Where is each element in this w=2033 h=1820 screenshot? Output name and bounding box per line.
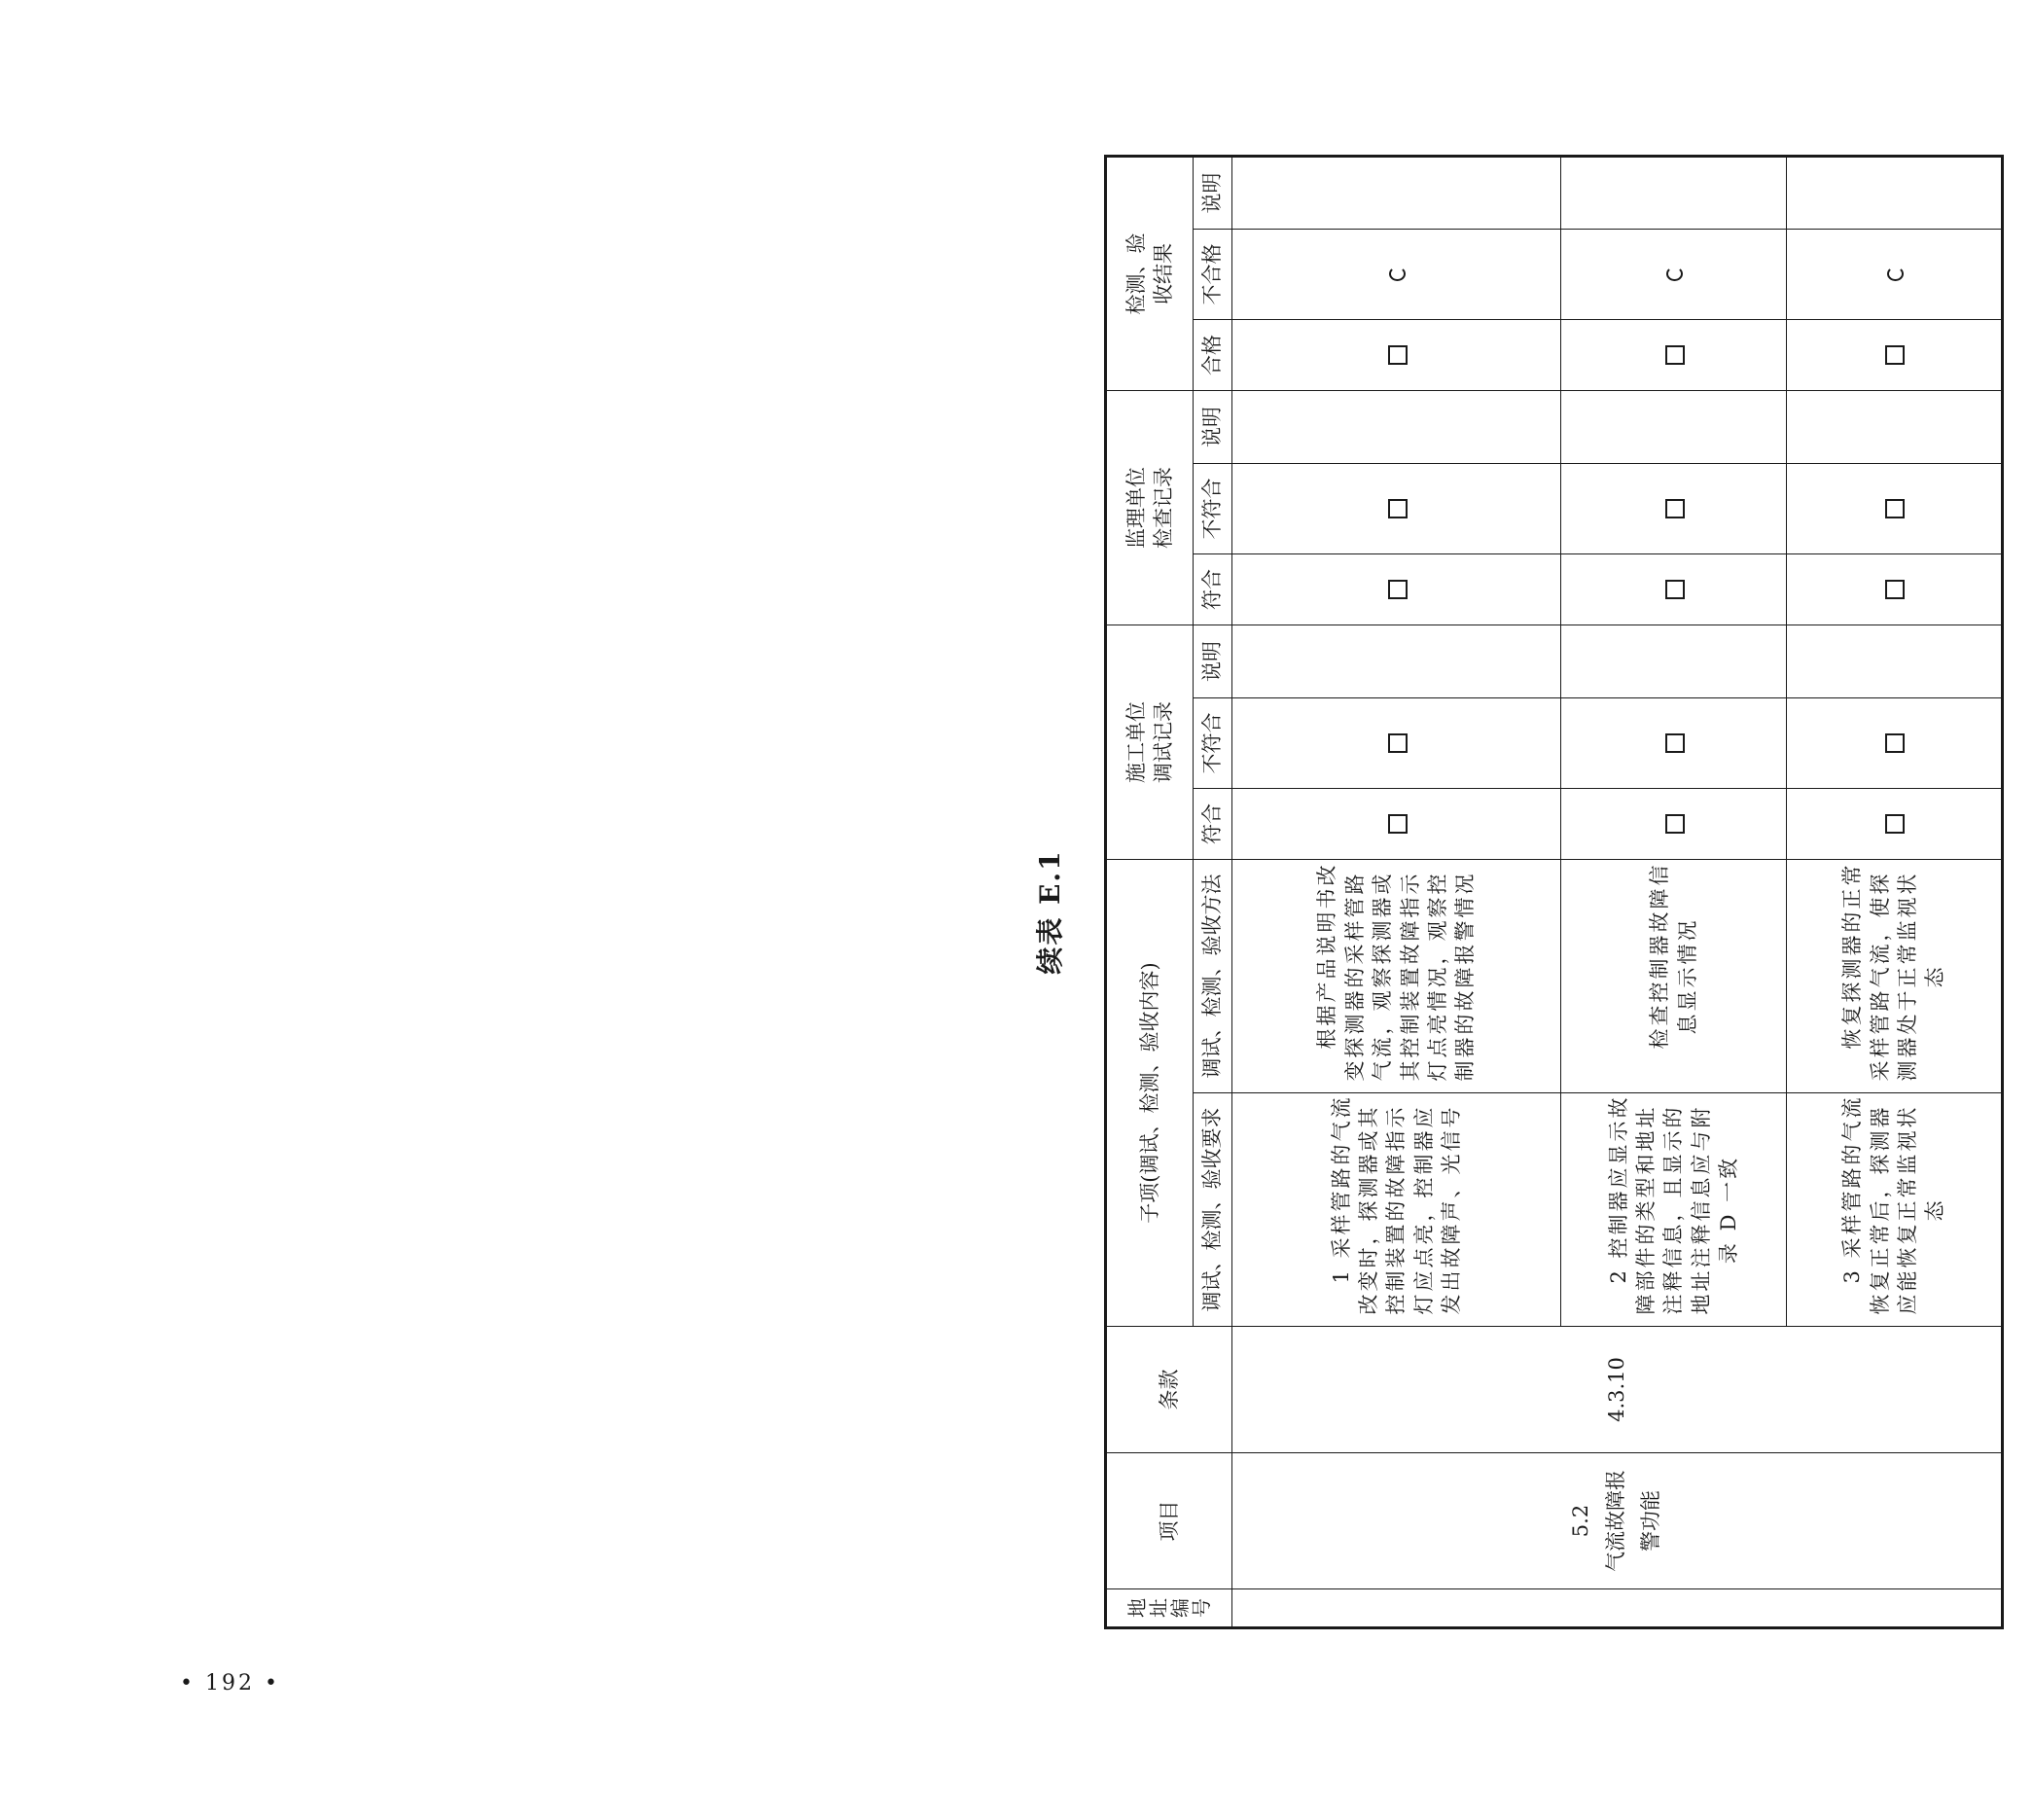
checkbox-icon[interactable] <box>1665 733 1685 753</box>
construction-conform-3[interactable] <box>1787 788 2003 859</box>
checkbox-icon[interactable] <box>1666 267 1683 281</box>
checkbox-icon[interactable] <box>1885 580 1905 599</box>
method-cell-1 <box>1232 859 1561 1092</box>
header-conform-supervision: 符合 <box>1194 553 1232 625</box>
header-address-no: 地址编号 <box>1106 1589 1232 1628</box>
checkbox-icon[interactable] <box>1665 499 1685 518</box>
supervision-note-1 <box>1232 390 1561 463</box>
header-project: 项目 <box>1106 1453 1232 1589</box>
header-conform-construction: 符合 <box>1194 788 1232 859</box>
construction-nonconform-1[interactable] <box>1232 697 1561 788</box>
checkbox-icon[interactable] <box>1388 580 1408 599</box>
requirement-text-3: 3 采样管路的气流恢复正常后，探测器应能恢复正常监视状态 <box>1840 1094 1947 1315</box>
header-construction-group: 施工单位调试记录 <box>1106 625 1194 859</box>
project-name: 气流故障报警功能 <box>1604 1470 1662 1572</box>
checkbox-icon[interactable] <box>1885 345 1905 365</box>
header-subitem-group: 子项(调试、检测、验收内容) <box>1106 859 1194 1326</box>
acceptance-unqualified-2[interactable] <box>1561 229 1787 319</box>
acceptance-qualified-1[interactable] <box>1232 319 1561 390</box>
construction-note-2 <box>1561 625 1787 697</box>
acceptance-qualified-3[interactable] <box>1787 319 2003 390</box>
method-text-3: 恢复探测器的正常采样管路气流，使探测器处于正常监视状态 <box>1840 862 1947 1082</box>
checkbox-icon[interactable] <box>1665 814 1685 834</box>
address-no-cell <box>1232 1589 2003 1628</box>
header-note-supervision: 说明 <box>1194 390 1232 463</box>
supervision-nonconform-2[interactable] <box>1561 463 1787 553</box>
construction-nonconform-2[interactable] <box>1561 697 1787 788</box>
acceptance-qualified-2[interactable] <box>1561 319 1787 390</box>
header-note-construction: 说明 <box>1194 625 1232 697</box>
method-cell-2 <box>1561 859 1787 1092</box>
header-note-acceptance: 说明 <box>1194 156 1232 229</box>
header-method: 调试、检测、验收方法 <box>1194 859 1232 1092</box>
method-text-1: 根据产品说明书改变探测器的采样管路气流，观察探测器或其控制装置故障指示灯点亮情况，观察控制器的故障报警情况 <box>1315 862 1478 1082</box>
checkbox-icon[interactable] <box>1388 345 1408 365</box>
supervision-nonconform-3[interactable] <box>1787 463 2003 553</box>
checkbox-icon[interactable] <box>1389 267 1406 281</box>
method-cell-3 <box>1787 859 2003 1092</box>
supervision-note-2 <box>1561 390 1787 463</box>
acceptance-unqualified-3[interactable] <box>1787 229 2003 319</box>
page-number: • 192 • <box>180 1671 280 1695</box>
checkbox-icon[interactable] <box>1885 733 1905 753</box>
header-unqualified: 不合格 <box>1194 229 1232 319</box>
method-text-2: 检查控制器故障信息显示情况 <box>1648 862 1699 1050</box>
inspection-table <box>1104 155 2004 1629</box>
checkbox-icon[interactable] <box>1388 814 1408 834</box>
construction-conform-2[interactable] <box>1561 788 1787 859</box>
clause-cell: 4.3.10 <box>1232 1327 2003 1453</box>
header-supervision-group: 监理单位检查记录 <box>1106 390 1194 625</box>
checkbox-icon[interactable] <box>1388 733 1408 753</box>
checkbox-icon[interactable] <box>1887 267 1904 281</box>
project-cell <box>1232 1453 2003 1589</box>
checkbox-icon[interactable] <box>1388 499 1408 518</box>
acceptance-note-3 <box>1787 156 2003 229</box>
construction-conform-1[interactable] <box>1232 788 1561 859</box>
header-clause: 条款 <box>1106 1327 1232 1453</box>
header-acceptance-group: 检测、验收结果 <box>1106 156 1194 390</box>
checkbox-icon[interactable] <box>1885 814 1905 834</box>
supervision-note-3 <box>1787 390 2003 463</box>
requirement-cell-3 <box>1787 1093 2003 1327</box>
header-requirement: 调试、检测、验收要求 <box>1194 1093 1232 1327</box>
acceptance-note-2 <box>1561 156 1787 229</box>
header-nonconform-supervision: 不符合 <box>1194 463 1232 553</box>
checkbox-icon[interactable] <box>1665 580 1685 599</box>
supervision-conform-1[interactable] <box>1232 553 1561 625</box>
acceptance-note-1 <box>1232 156 1561 229</box>
acceptance-unqualified-1[interactable] <box>1232 229 1561 319</box>
rotated-page <box>1016 172 2033 1629</box>
construction-note-1 <box>1232 625 1561 697</box>
header-qualified: 合格 <box>1194 319 1232 390</box>
construction-nonconform-3[interactable] <box>1787 697 2003 788</box>
construction-note-3 <box>1787 625 2003 697</box>
project-number: 5.2 <box>1569 1504 1593 1538</box>
header-nonconform-construction: 不符合 <box>1194 697 1232 788</box>
table-caption: 续表 E.1 <box>1034 849 1066 975</box>
supervision-nonconform-1[interactable] <box>1232 463 1561 553</box>
requirement-text-2: 2 控制器应显示故障部件的类型和地址注释信息，且显示的地址注释信息应与附录 D 一致 <box>1606 1094 1741 1315</box>
requirement-cell-2 <box>1561 1093 1787 1327</box>
supervision-conform-3[interactable] <box>1787 553 2003 625</box>
checkbox-icon[interactable] <box>1885 499 1905 518</box>
requirement-cell-1 <box>1232 1093 1561 1327</box>
requirement-text-1: 1 采样管路的气流改变时，探测器或其控制装置的故障指示灯应点亮，控制器应发出故障声、光信号 <box>1329 1094 1464 1315</box>
checkbox-icon[interactable] <box>1665 345 1685 365</box>
supervision-conform-2[interactable] <box>1561 553 1787 625</box>
